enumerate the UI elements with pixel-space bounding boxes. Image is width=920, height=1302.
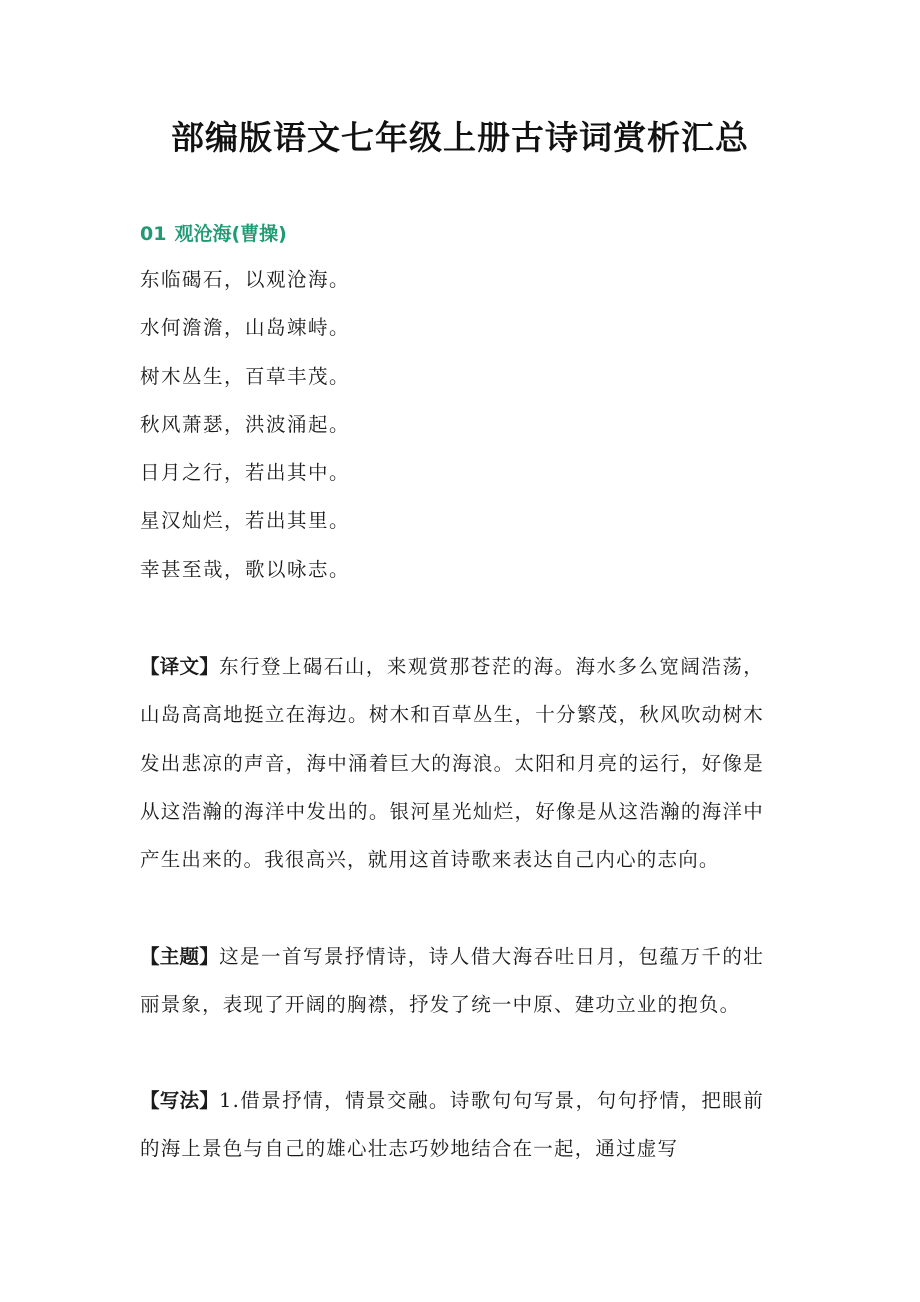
poem-line: 日月之行，若出其中。 [140, 461, 351, 485]
theme-text: 这是一首写景抒情诗，诗人借大海吞吐日月，包蕴万千的壮丽景象，表现了开阔的胸襟，抒发了统一中原、建功立业的抱负。 [140, 945, 764, 1017]
theme-label: 【主题】 [140, 945, 220, 968]
section-number: 01 [140, 223, 167, 245]
poem-line: 秋风萧瑟，洪波涌起。 [140, 412, 351, 436]
poem-line: 幸甚至哉，歌以咏志。 [140, 557, 351, 581]
translation-label: 【译文】 [140, 655, 220, 678]
theme-paragraph [140, 933, 764, 1030]
method-text: 1.借景抒情，情景交融。诗歌句句写景，句句抒情，把眼前的海上景色与自己的雄心壮志巧妙地结合在一起，通过虚写 [140, 1089, 764, 1161]
method-label: 【写法】 [140, 1089, 220, 1112]
translation-paragraph [140, 643, 764, 884]
translation-text: 东行登上碣石山，来观赏那苍茫的海。海水多么宽阔浩荡，山岛高高地挺立在海边。树木和百草丛生，十分繁茂，秋风吹动树木发出悲凉的声音，海中涌着巨大的海浪。太阳和月亮的运行，好像是从这浩瀚的海洋中发出的。银河星光灿烂，好像是从这浩瀚的海洋中产生出来的。我很高兴，就用这首诗歌来表达自己内心的志向。 [140, 655, 764, 872]
poem-line: 星汉灿烂，若出其里。 [140, 509, 351, 533]
poem-line: 东临碣石，以观沧海。 [140, 268, 351, 291]
section-heading [140, 219, 287, 246]
poem-line: 树木丛生，百草丰茂。 [140, 364, 351, 388]
document-title: 部编版语文七年级上册古诗词赏析汇总 [171, 118, 749, 157]
section-title: 观沧海(曹操) [174, 223, 287, 245]
poem-text [140, 262, 350, 600]
method-paragraph [140, 1077, 764, 1174]
poem-line: 水何澹澹，山岛竦峙。 [140, 316, 351, 340]
